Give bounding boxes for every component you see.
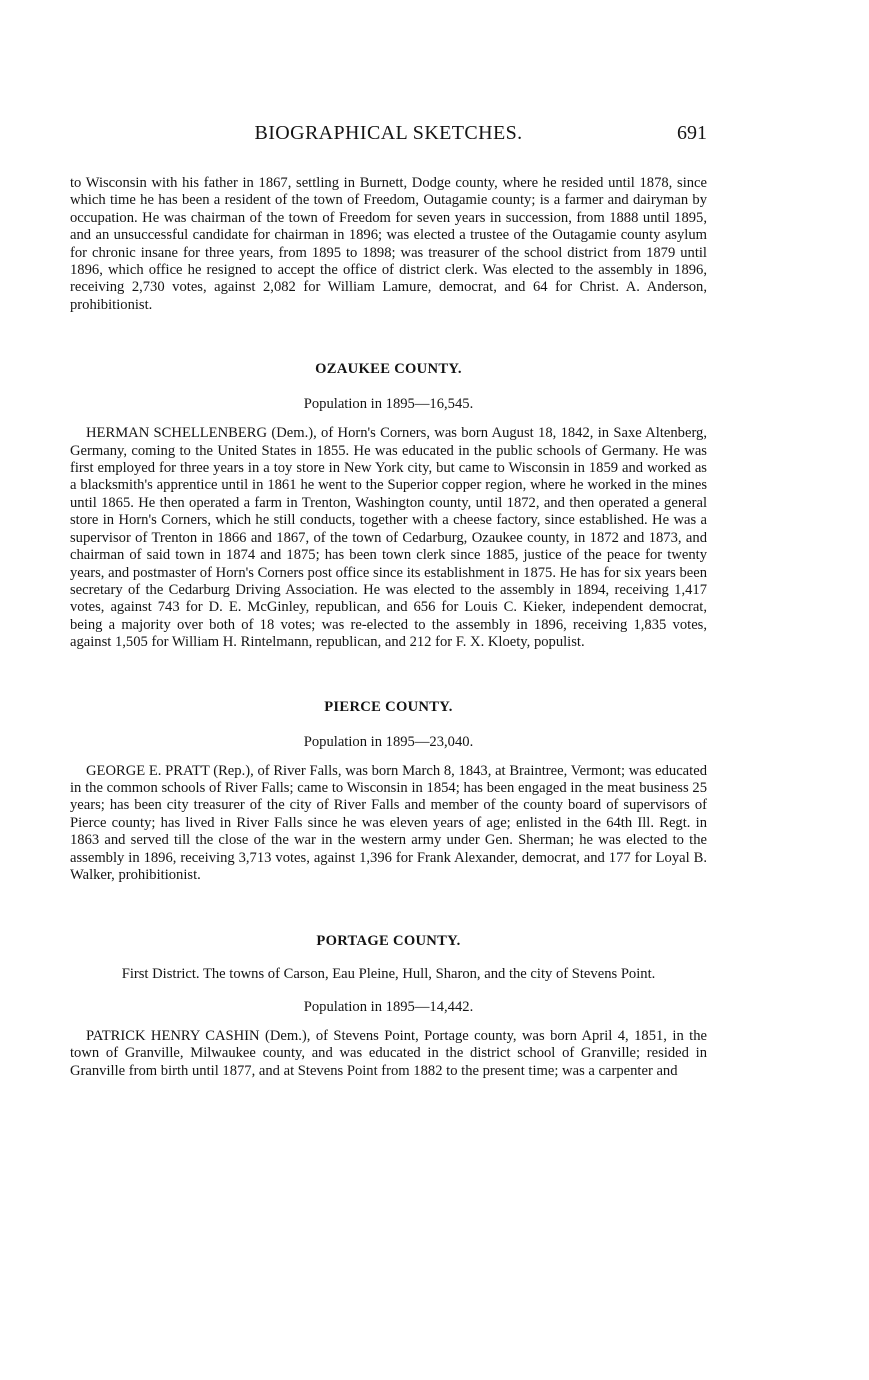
page-title: BIOGRAPHICAL SKETCHES. bbox=[254, 122, 523, 144]
book-page bbox=[70, 118, 707, 1080]
county-heading-pierce: PIERCE COUNTY. bbox=[324, 698, 453, 715]
county-heading-ozaukee: OZAUKEE COUNTY. bbox=[315, 361, 462, 378]
population-ozaukee: Population in 1895—16,545. bbox=[303, 396, 474, 413]
population-portage: Population in 1895—14,442. bbox=[303, 998, 474, 1015]
running-head bbox=[70, 118, 707, 154]
continuation-paragraph: to Wisconsin with his father in 1867, settling in Burnett, Dodge county, where he resided until 1878, since which time he has been a resident of the town of Freedom, Outagamie county; is a farmer and dairyman by occupation. He was chairman of the town of Freedom for seven years in succession, from 1888 until 1895, and an unsuccessful candidate for chairman in 1896; was elected a trustee of the Outagamie county asylum for chronic insane for three years, from 1895 to 1898; was treasurer of the school district from 1879 until 1896, which office he resigned to accept the office of district clerk. Was elected to the assembly in 1896, receiving 2,730 votes, against 2,082 for William Lamure, democrat, and 64 for Christ. A. Anderson, prohibitionist. bbox=[70, 175, 707, 313]
biography-pratt: GEORGE E. PRATT (Rep.), of River Falls, was born March 8, 1843, at Braintree, Vermont; was educated in the common schools of River Falls; came to Wisconsin in 1854; has been engaged in the meat business 25 years; has been city treasurer of the city of River Falls and member of the county board of supervisors of Pierce county; has lived in River Falls since he was eleven years of age; enlisted in the 64th Ill. Regt. in 1863 and served till the close of the war in the western army under Gen. Sherman; he was elected to the assembly in 1896, receiving 3,713 votes, against 1,396 for Frank Alexander, democrat, and 177 for Loyal B. Walker, prohibitionist. bbox=[70, 762, 707, 883]
biography-cashin: PATRICK HENRY CASHIN (Dem.), of Stevens Point, Portage county, was born April 4, 1851, in the town of Granville, Milwaukee county, and was educated in the district school of Granville; resided in Granville from birth until 1877, and at Stevens Point from 1882 to the present time; was a carpenter and bbox=[70, 1027, 707, 1079]
population-pierce: Population in 1895—23,040. bbox=[303, 733, 474, 750]
biography-schellenberg: HERMAN SCHELLENBERG (Dem.), of Horn's Corners, was born August 18, 1842, in Saxe Altenberg, Germany, coming to the United States in 1855. He was educated in the public schools of Germany. He was first employed for three years in a toy store in New York city, but came to Wisconsin in 1859 and worked as a blacksmith's apprentice until in 1861 he went to the Superior copper region, where he worked in the mines until 1865. He then operated a farm in Trenton, Washington county, until 1872, and then operated a general store in Horn's Corners, which he still conducts, together with a cheese factory, since established. He was a supervisor of Trenton in 1866 and 1867, of the town of Cedarburg, Ozaukee county, in 1872 and 1873, and chairman of said town in 1874 and 1875; has been town clerk since 1885, justice of the peace for twenty years, and postmaster of Horn's Corners post office since its establishment in 1875. He has for six years been secretary of the Cedarburg Driving Association. He was elected to the assembly in 1894, receiving 1,417 votes, against 743 for D. E. McGinley, republican, and 656 for Louis C. Kieker, independent democrat, being a majority over both of 18 votes; was re-elected to the assembly in 1896, receiving 1,835 votes, against 1,505 for William H. Rintelmann, republican, and 212 for F. X. Kloety, populist. bbox=[70, 425, 707, 651]
district-description: First District. The towns of Carson, Eau Pleine, Hull, Sharon, and the city of Stevens Point. bbox=[121, 966, 656, 983]
county-heading-portage: PORTAGE COUNTY. bbox=[316, 933, 461, 950]
page-number: 691 bbox=[677, 122, 707, 144]
